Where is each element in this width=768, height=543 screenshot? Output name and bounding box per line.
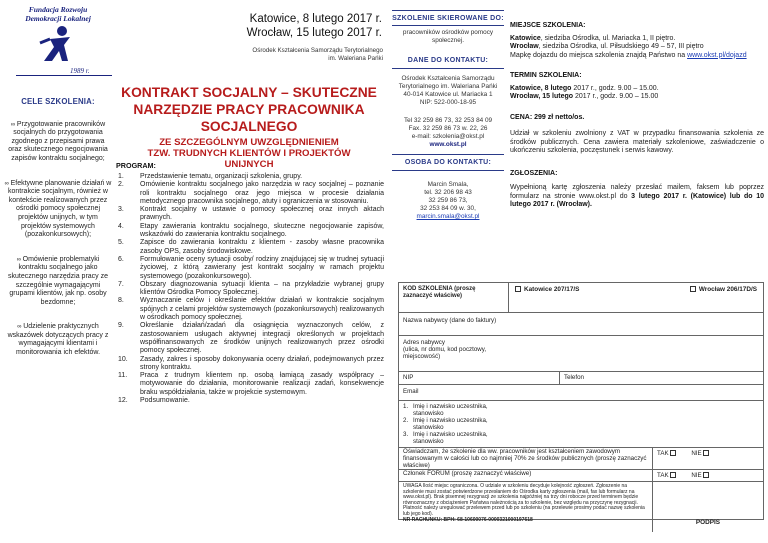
phone-field[interactable]: Telefon [559,372,763,384]
price: CENA: 299 zł netto/os. [510,113,585,121]
participants-field[interactable]: 1. Imię i nazwisko uczestnika, stanowisko 2. Imię i nazwisko uczestnika, stanowisko 3. Imię i nazwisko uczestnika, stanowisko [399,401,763,448]
buyer-address-field[interactable]: Adres nabywcy (ulica, nr domu, kod pocztowy, miejscowość) [399,336,763,372]
training-title: KONTRAKT SOCJALNY – SKUTECZNE NARZĘDZIE PRACY PRACOWNIKA SOCJALNEGO [121,85,377,134]
checkbox-icon [670,472,676,478]
registration-form [398,282,764,526]
divider [392,170,504,171]
goal-item: ∞ Efektywne planowanie działań w kontrakcie socjalnym, również w kontekście realizowanych przez ośrodki pomocy społecznej projektów unijnych, w tym projektów systemowych (pozakonkursowych); [4,179,112,239]
bank-account: NR RACHUNKU: BPH: 68-10600076-0000321000197618 [403,516,533,523]
goal-item: ∞ Przygotowanie pracowników socjalnych do przygotowania zgodnego z przepisami prawa oraz skutecznego negocjowania zapisów kontraktu socjalnego; [8,120,108,162]
checkbox-icon[interactable] [515,286,521,292]
checkbox-icon [703,472,709,478]
form-row-forum [399,470,763,482]
logo-figure-icon [38,25,78,65]
term-katowice: Katowice, 8 lutego 2017 r., godz. 9.00 – 15.00. [510,84,659,92]
form-row-code [399,283,763,313]
registration-text: Wypełnioną kartę zgłoszenia należy przesłać mailem, faksem lub poprzez formularz na stronie www.okst.pl do 3 lutego 2017 r. (Katowice) lub do 10 lutego 2017 r. (Wrocław). [510,184,764,208]
person-name: Marcin Smala, [427,181,469,188]
buyer-name-field[interactable]: Nazwa nabywcy (dane do faktury) [399,313,763,336]
email-field[interactable]: Email [399,385,763,401]
code-label: KOD SZKOLENIA (proszę zaznaczyć właściwe) [399,283,509,312]
training-details [510,22,764,210]
audience-heading: SZKOLENIE SKIEROWANE DO: [392,15,504,22]
forum-question: Członek FORUM (proszę zaznaczyć właściwe) [399,470,653,481]
place-katowice: Katowice, siedziba Ośrodka, ul. Mariacka 1, II piętro. [510,34,676,42]
date-katowice: Katowice, 8 lutego 2017 r. [249,13,382,25]
program-item: 7. Obszary diagnozowania sytuacji klienta – na przykładzie wybranej grupy klientów Ośrodka Pomocy Społecznej. [118,280,384,297]
goals-heading: CELE SZKOLENIA: [21,97,95,106]
program-item: 11. Praca z trudnym klientem np. osobą łamiącą zasady współpracy – motywowanie do działania, monitorowanie realizacji zadań, konsekwencje braku współdziałania, także w projekcie systemowym. [118,372,384,396]
form-row-nip [399,372,763,385]
program-list [116,173,384,405]
contact-fax: Fax. 32 259 86 73 w. 22, 26 [408,125,488,132]
goal-item: ∞ Omówienie problematyki kontraktu socjalnego jako skutecznego narzędzia pracy ze szczególnie wymagającymi grupami klientów, jak np. osoby bezdomne; [8,255,108,306]
place-wroclaw: Wrocław, siedziba Ośrodka, ul. Piłsudskiego 49 – 57, III piętro [510,43,704,50]
contact-column: SZKOLENIE SKIEROWANE DO: pracowników ośrodków pomocy społecznej. DANE DO KONTAKTU: Ośrodek Kształcenia Samorządu Terytorialnego im. Waleriana Pańki 40-014 Katowice ul. Mariacka 1 NIP: 522-000-18-95 Tel 32 259 86 73, 32 253 84 09 Fax. 32 259 86 73 w. 22, 26 e-mail: szkolenia@okst.pl www.okst.pl OSOBA DO KONTAKTU: Marcin Smala, tel. 32 206 98 43 32 259 86 73, 32 253 84 09 w. 30, marcin.smala@okst.pl [390,10,506,221]
form-row-public-funding [399,448,763,470]
option-yes[interactable]: TAK [657,450,679,467]
signature-field[interactable]: PODPIS [695,519,721,526]
bullet-icon: ∞ [16,256,23,263]
term-heading: TERMIN SZKOLENIA: [510,72,582,79]
person-email-link[interactable]: marcin.smala@okst.pl [416,213,480,220]
contact-org: Ośrodek Kształcenia Samorządu Terytorialnego im. Waleriana Pańki [398,75,498,90]
program-item: 10. Zasady, zakres i sposoby dokonywania oceny działań, podejmowanych przez strony kontraktu. [118,355,384,371]
event-dates [212,12,382,40]
goal-item: ∞ Udzielenie praktycznych wskazówek dotyczących pracy z wymagającymi klientami i monitorowania ich efektów. [7,323,109,357]
bullet-icon: ∞ [4,180,11,187]
checkbox-icon [670,450,676,456]
map-link[interactable]: www.okst.pl/dojazd [687,51,747,59]
program-item: 6. Formułowanie oceny sytuacji osoby/ rodziny znajdującej się w trudnej sytuacji życiowej, z którą zawierany jest kontrakt socjalny w ramach projektu systemowego (pozakonkursowego). [118,255,384,280]
contact-nip: NIP: 522-000-18-95 [419,99,477,106]
form-footer [399,482,763,532]
option-katowice[interactable]: Katowice 207/17/S [515,286,579,309]
contact-www[interactable]: www.okst.pl [429,141,467,148]
divider [392,154,504,155]
option-yes[interactable]: TAK [657,472,679,479]
organizer-name: Ośrodek Kształcenia Samorządu Terytorialnego [252,47,383,54]
divider [392,25,504,26]
organizer-patron: im. Waleriana Pańki [328,55,383,62]
logo-year: 1989 r. [70,67,90,75]
form-note: UWAGA Ilość miejsc ograniczona. O udziale w szkoleniu decyduje kolejność zgłoszeń. Zgłoszenie na szkolenie musi zostać potwierdzone przesłaniem do Ośrodka karty zgłoszenia (mail, fax lub formularz na www.okst.pl). Brak pisemnej rezygnacji ze szkolenia najpóźniej na trzy dni robocze przed terminem będzie równoznaczny z obciążeniem Państwa należnością za to szkolenie, bez względu na przyczynę rezygnacji. Płatność należy uregulować przelewem przed lub po szkoleniu (na przelewie prosimy podać nazwę szkolenia lub jego kod). NR RACHUNKU: BPH: 68-10600076-0000321000197618 [399,482,653,532]
organizer [200,47,383,63]
nip-field[interactable]: NIP [403,374,414,381]
option-wroclaw[interactable]: Wrocław 206/17D/S [690,286,757,309]
place-map: Mapkę dojazdu do miejsca szkolenia znajdą Państwo na www.okst.pl/dojazd [510,51,747,59]
checkbox-icon[interactable] [690,286,696,292]
logo [8,5,108,75]
program-item: 12. Podsumowanie. [118,397,190,405]
program-heading: PROGRAM: [116,161,156,170]
contact-email[interactable]: e-mail: szkolenia@okst.pl [411,133,485,140]
place-heading: MIEJSCE SZKOLENIA: [510,22,586,29]
contact-tel: Tel 32 259 86 73, 32 253 84 09 [403,117,493,124]
training-goals [4,98,112,374]
person-heading: OSOBA DO KONTAKTU: [404,159,492,166]
program-item: 8. Wyznaczanie celów i określanie efektów działań w kontrakcie socjalnym spójnych z celami projektów systemowych (pozakonkursowych) realizowanych w ośrodkach pomocy społecznej. [118,297,384,322]
divider [392,68,504,69]
option-no[interactable]: NIE [691,450,712,467]
public-funding-question: Oświadczam, że szkolenie dla ww. pracowników jest kształceniem zawodowym finansowanym w całości lub co najmniej 70% ze środków publicznych (proszę zaznaczyć właściwe) [399,448,653,469]
contact-address: 40-014 Katowice ul. Mariacka 1 [403,91,493,98]
option-no[interactable]: NIE [691,472,712,479]
program-item: 3. Kontrakt socjalny w ustawie o pomocy społecznej oraz innych aktach prawnych. [118,206,384,222]
program-item: 9. Określanie działań/zadań dla osiągnięcia wyznaczonych celów, z zastosowaniem usługach aktywnej integracji określonych w projektach współfinansowanych ze środków unijnych realizowanych przez ośrodki pomocy społecznej. [118,322,384,355]
vat-note: Udział w szkoleniu zwolniony z VAT w przypadku finansowania szkolenia ze środków publicznych. Cena zawiera materiały szkoleniowe, zaświadczenie o ukończeniu szkolenia, poczęstunek i serwis kawowy. [510,130,764,154]
registration-heading: ZGŁOSZENIA: [510,169,558,177]
logo-name: Fundacja Rozwoju Demokracji Lokalnej [25,5,91,23]
training-subtitle: ZE SZCZEGÓLNYM UWZGLĘDNIENIEM TZW. TRUDNYCH KLIENTÓW I PROJEKTÓW UNIJNYCH [147,137,351,170]
divider [392,10,504,11]
program-item: 2. Omówienie kontraktu socjalnego jako narzędzia w racy socjalnej – poznanie roli kontraktu socjalnego oraz jego miejsca w procesie działania metodycznego pracownika socjalnego, atuty i ograniczenia w stosowaniu. [118,181,384,205]
program-item: 1. Przedstawienie tematu, organizacji szkolenia, grupy. [118,173,303,180]
program-item: 5. Zapisce do zawierania kontraktu z klientem - zasoby własne pracownika zasoby OPS, zasoby środowiskowe. [118,239,384,255]
logo-divider [16,75,112,76]
person-tel: tel. 32 206 98 43 [424,189,472,196]
checkbox-icon [703,450,709,456]
date-wroclaw: Wrocław, 15 lutego 2017 r. [246,27,382,39]
contact-heading: DANE DO KONTAKTU: [407,57,489,64]
bullet-icon: ∞ [10,121,17,128]
bullet-icon: ∞ [17,324,24,331]
audience-text: pracowników ośrodków pomocy społecznej. [402,29,494,44]
term-wroclaw: Wrocław, 15 lutego 2017 r., godz. 9.00 – 15.00 [510,93,659,100]
program-item: 4. Etapy zawierania kontraktu socjalnego, skuteczne negocjowanie zapisów, wskazówki do zawierania kontraktu socjalnego. [118,222,384,239]
